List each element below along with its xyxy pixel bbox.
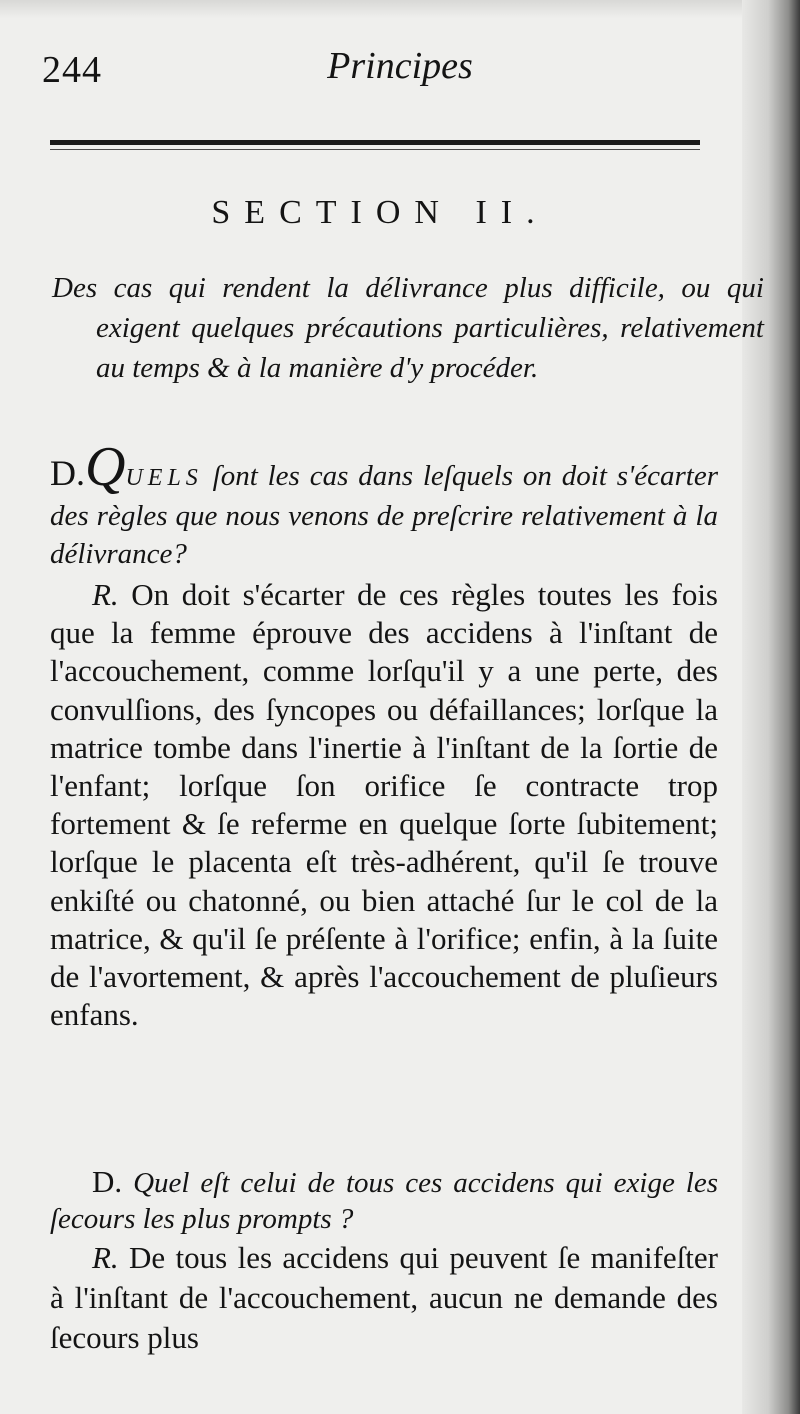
answer-2-label: R. <box>92 1240 119 1275</box>
page-number: 244 <box>42 49 102 91</box>
section-subtitle: Des cas qui rendent la délivrance plus difficile, ou qui exigent quelques précautions particulières, relativement au temps & à la manière d'y procéder. <box>52 272 764 384</box>
answer-1 <box>50 576 718 1034</box>
page-top-edge <box>0 0 800 18</box>
running-title: Principes <box>327 45 473 87</box>
question-2 <box>50 1164 718 1237</box>
header-rule-thin <box>50 149 700 150</box>
answer-1-label: R. <box>92 577 119 612</box>
question-2-label: D. <box>92 1164 123 1199</box>
question-1-text: ſont les cas dans leſquels on doit s'écarter des règles que nous venons de preſcrire relativement à la délivrance? <box>50 460 718 570</box>
section-title: SECTION II. <box>211 194 549 231</box>
answer-2 <box>50 1238 718 1358</box>
answer-2-text: De tous les accidens qui peuvent ſe manifeſter à l'inſtant de l'accouchement, aucun ne demande des ſecours plus <box>50 1240 718 1355</box>
question-1-drop-letter: Q <box>85 436 126 498</box>
question-2-text: Quel eſt celui de tous ces accidens qui exige les ſecours les plus prompts ? <box>50 1167 718 1235</box>
question-1-caps: UELS <box>125 465 203 491</box>
answer-1-text: On doit s'écarter de ces règles toutes les fois que la femme éprouve des accidens à l'inſtant de l'accouchement, comme lorſqu'il y a une perte, des convulſions, des ſyncopes ou défaillances; lorſque la matrice tombe dans l'inertie à l'inſtant de la ſortie de l'enfant; lorſque ſon orifice ſe contracte trop fortement & ſe referme en quelque ſorte ſubitement; lorſque le placenta eſt très-adhérent, qu'il ſe trouve enkiſté ou chatonné, ou bien attaché ſur le col de la matrice, & qu'il ſe préſente à l'orifice; enfin, à la ſuite de l'avortement, & après l'accouchement de pluſieurs enfans. <box>50 577 718 1033</box>
question-1 <box>50 436 718 573</box>
question-1-label: D. <box>50 453 85 493</box>
header-rule <box>50 140 700 145</box>
